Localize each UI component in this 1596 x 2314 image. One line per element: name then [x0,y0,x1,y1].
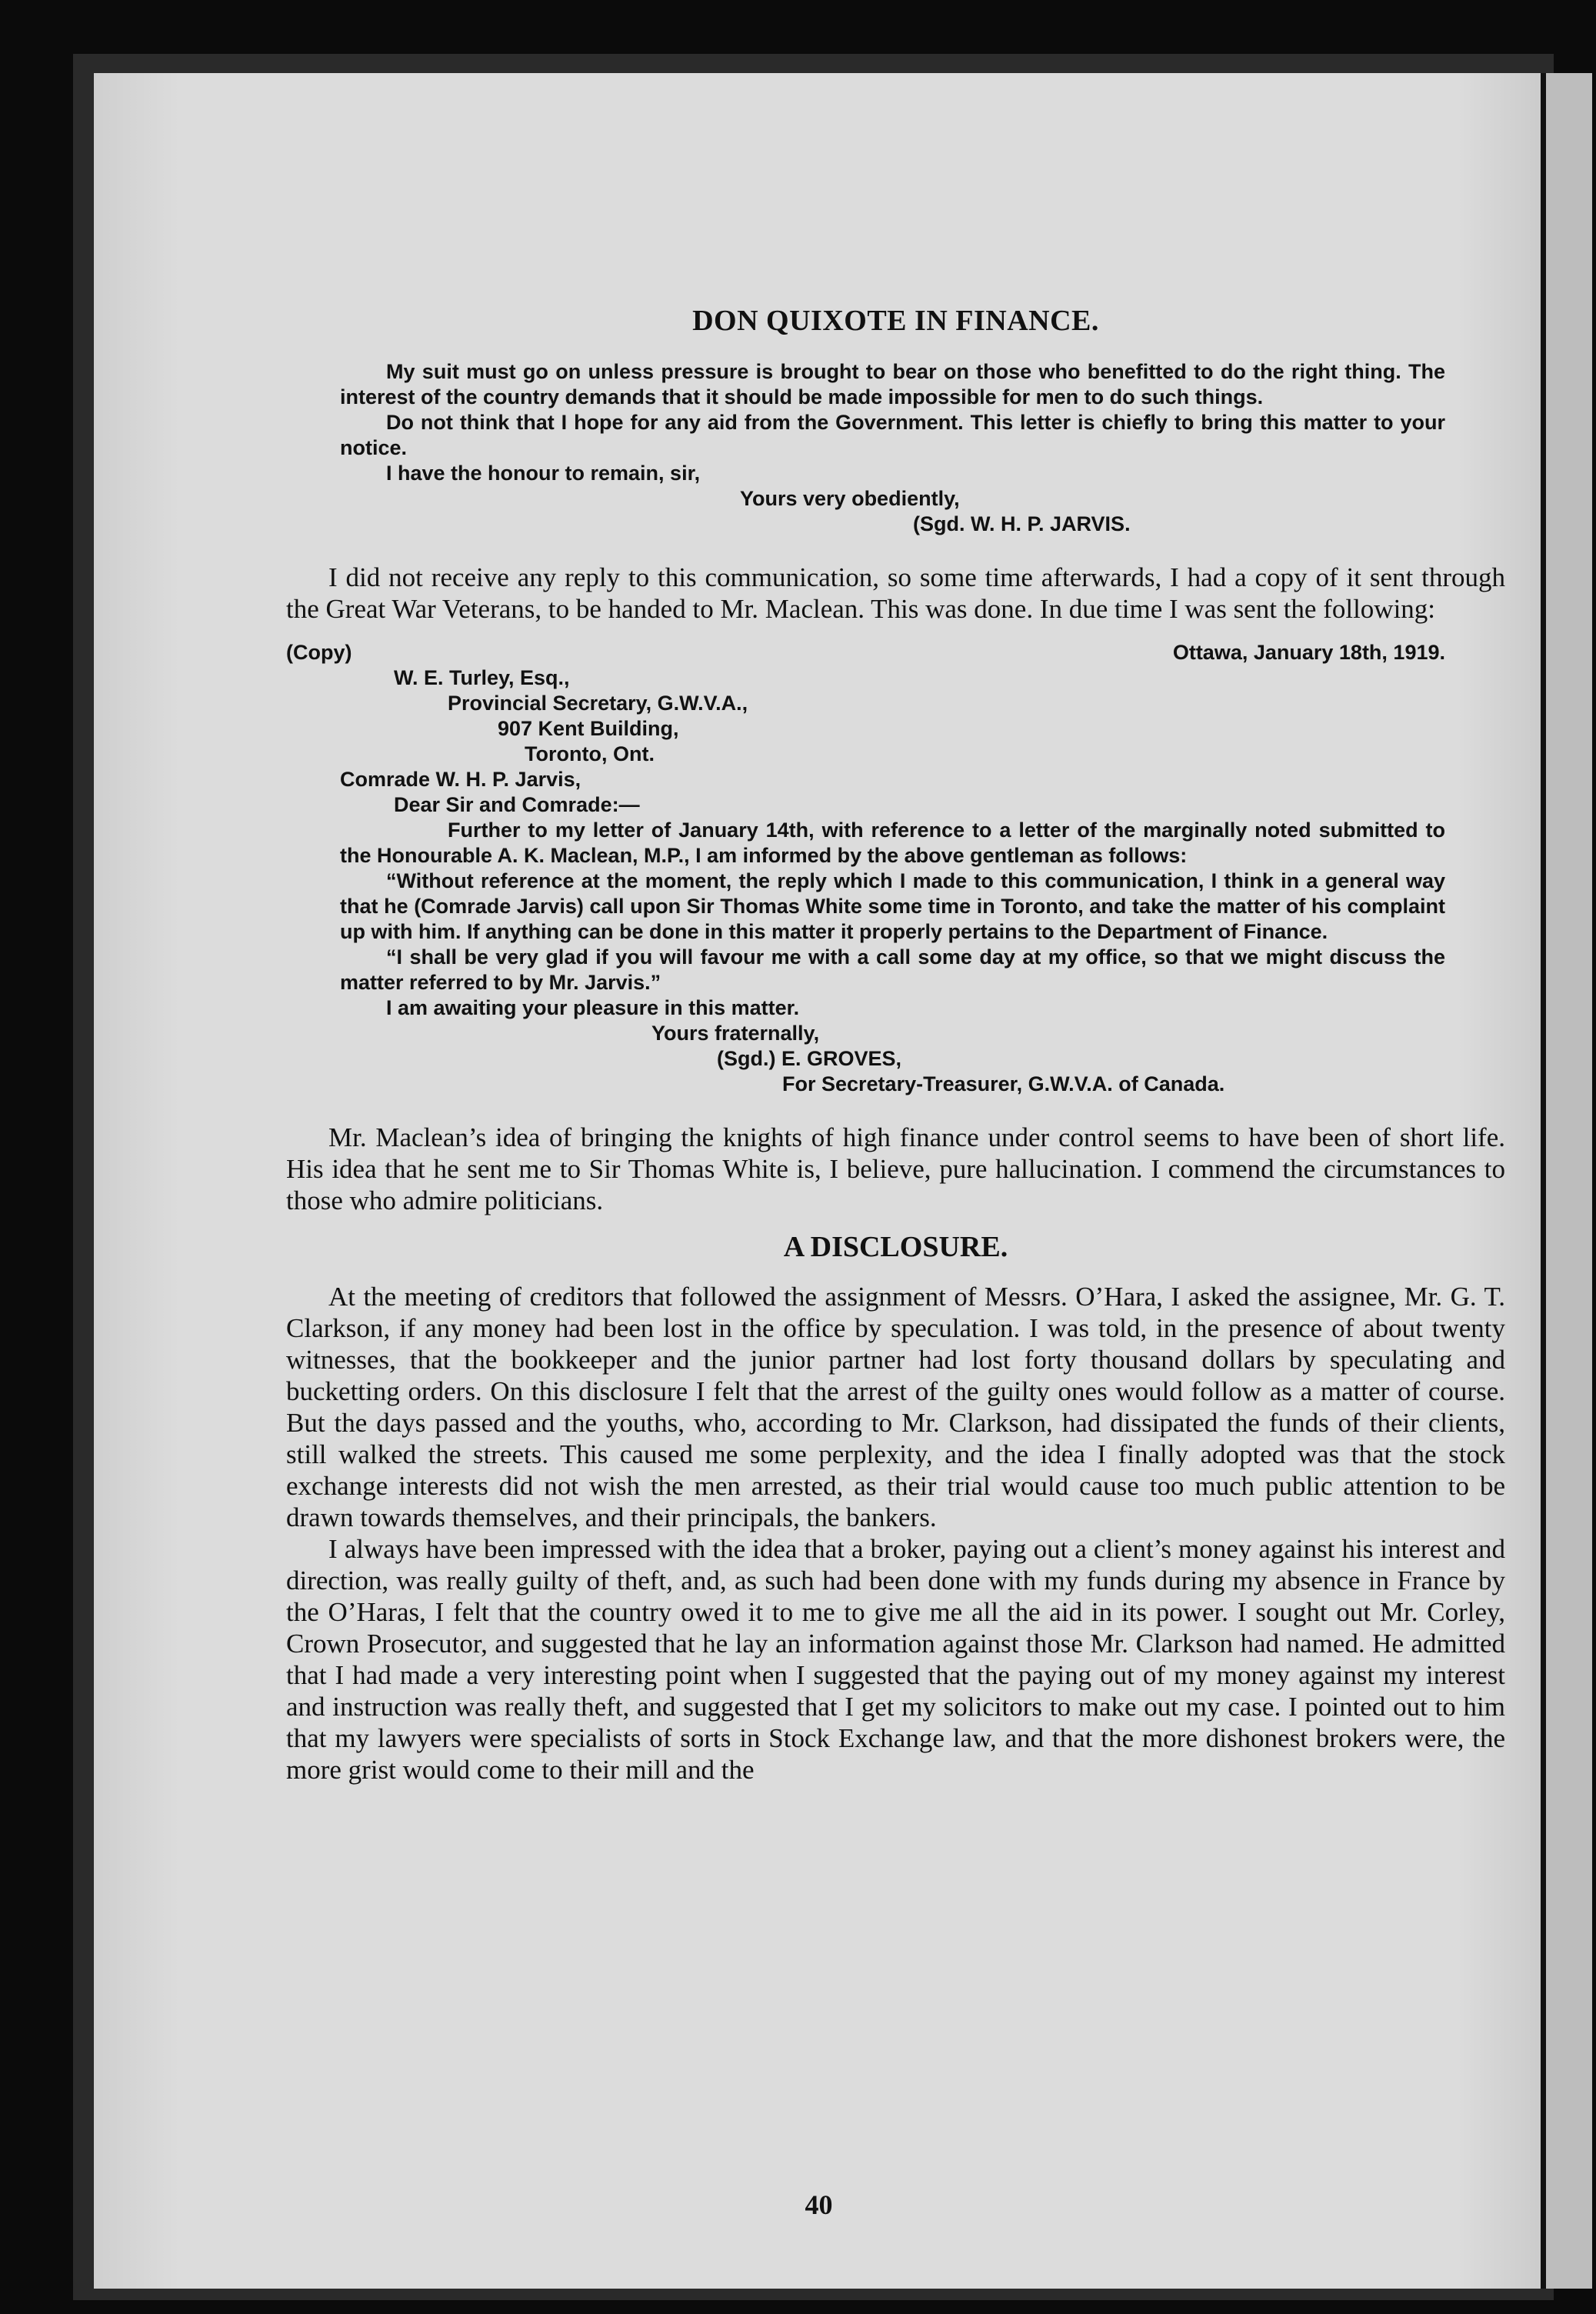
facing-page-edge [1546,73,1592,2289]
letter-closing: Yours fraternally, [651,1022,820,1045]
page-title: DON QUIXOTE IN FINANCE. [692,305,1099,337]
letter-paragraph: I have the honour to remain, sir, [386,462,701,485]
book-page [94,73,1544,2289]
copy-label: (Copy) [286,641,352,664]
address-line: Toronto, Ont. [525,742,655,765]
page-gutter [1541,73,1546,2289]
letter-paragraph: Do not think that I hope for any aid from the Government. This letter is chiefly to bring this matter to your notice. [340,411,1445,459]
section-title: A DISCLOSURE. [783,1231,1008,1263]
letter-signature-title: For Secretary-Treasurer, G.W.V.A. of Canada. [782,1072,1225,1095]
salutation: Dear Sir and Comrade:— [394,793,640,816]
letter-signature: (Sgd.) E. GROVES, [717,1047,902,1070]
letter-paragraph: “I shall be very glad if you will favour me with a call some day at my office, so that we might discuss the matter referred to by Mr. Jarvis.” [340,945,1445,994]
page-number: 40 [805,2189,833,2220]
letter-signature: (Sgd. W. H. P. JARVIS. [913,512,1131,535]
letter-paragraph: I am awaiting your pleasure in this matter. [386,996,800,1019]
letter-jarvis [286,359,1505,537]
address-line: 907 Kent Building, [498,717,679,740]
letter-groves [286,640,1505,1097]
body-text [286,1281,1505,1786]
paragraph-maclean: Mr. Maclean’s idea of bringing the knights of high finance under control seems to have been of short life. His idea that he sent me to Sir Thomas White is, I believe, pure hallucination. I commend the circumstances to those who admire politicians. [286,1122,1505,1215]
letter-paragraph: “Without reference at the moment, the reply which I made to this communication, I think in a general way that he (Comrade Jarvis) call upon Sir Thomas White some time in Toronto, and take the matter of his complaint up with him. If anything can be done in this matter it properly pertains to the Department of Finance. [340,869,1445,943]
page-content [286,304,1505,1786]
body-text [286,1122,1505,1216]
letter-header [286,640,1445,665]
letter-date: Ottawa, January 18th, 1919. [1172,641,1445,664]
address-line: Provincial Secretary, G.W.V.A., [448,692,748,715]
address-line: Comrade W. H. P. Jarvis, [340,768,581,791]
address-line: W. E. Turley, Esq., [394,666,570,689]
paragraph-disclosure: I always have been impressed with the idea that a broker, paying out a client’s money against his interest and direction, was really guilty of theft, and, as such had been done with my funds during my absence in France by the O’Haras, I felt that the country owed it to me to give me all the aid in its power. I sought out Mr. Corley, Crown Prosecutor, and suggested that he lay an information against those Mr. Clarkson had named. He admitted that I had made a very interesting point when I suggested that the paying out of my money against my interest and instruction was really theft, and suggested that I get my solicitors to make out my case. I pointed out to him that my lawyers were specialists of sorts in Stock Exchange law, and that the more dishonest brokers were, the more grist would come to their mill and the [286,1534,1505,1785]
paragraph-disclosure: At the meeting of creditors that followed the assignment of Messrs. O’Hara, I asked the assignee, Mr. G. T. Clarkson, if any money had been lost in the office by speculation. I was told, in the presence of about twenty witnesses, that the bookkeeper and the junior partner had lost forty thousand dollars by speculating and bucketting orders. On this disclosure I felt that the arrest of the guilty ones would follow as a matter of course. But the days passed and the youths, who, according to Mr. Clarkson, had dissipated the funds of their clients, still walked the streets. This caused me some perplexity, and the idea I finally adopted was that the stock exchange interests did not wish the men arrested, as their trial would cause too much public attention to be drawn towards themselves, and their principals, the bankers. [286,1282,1505,1532]
paragraph-reply: I did not receive any reply to this communication, so some time afterwards, I had a copy of it sent through the Great War Veterans, to be handed to Mr. Maclean. This was done. In due time I was sent the following: [286,562,1505,624]
letter-paragraph: Further to my letter of January 14th, with reference to a letter of the marginally noted submitted to the Honourable A. K. Maclean, M.P., I am informed by the above gentleman as follows: [340,819,1445,867]
body-text [286,562,1505,625]
letter-paragraph: My suit must go on unless pressure is brought to bear on those who benefitted to do the right thing. The interest of the country demands that it should be made impossible for men to do such things. [340,360,1445,408]
letter-closing: Yours very obediently, [740,487,960,510]
